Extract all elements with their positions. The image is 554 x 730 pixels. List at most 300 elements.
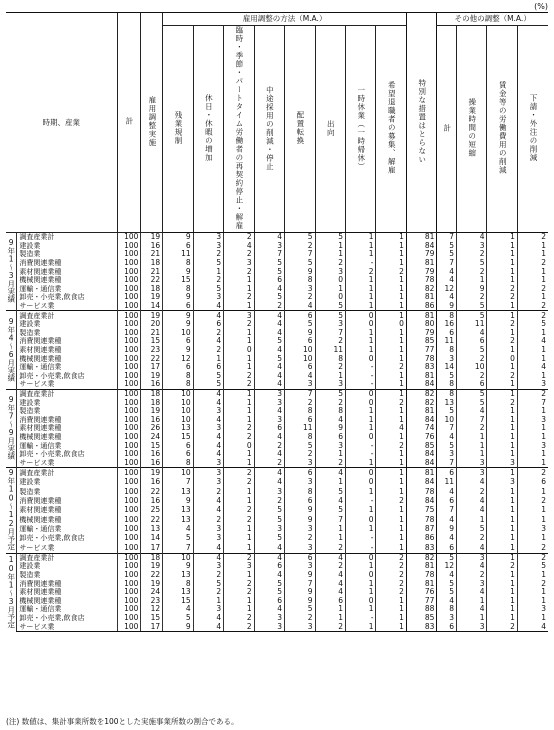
- table-cell: 5: [254, 579, 284, 588]
- table-cell: 2: [376, 441, 406, 450]
- table-cell: 3: [457, 242, 487, 251]
- table-cell: 100: [117, 407, 141, 416]
- table-cell: 77: [406, 346, 436, 355]
- table-cell: 9: [285, 506, 315, 515]
- industry-label: 素材関連業種: [17, 588, 117, 597]
- table-cell: 100: [117, 346, 141, 355]
- table-cell: 1: [376, 487, 406, 496]
- table-cell: 100: [117, 398, 141, 407]
- table-cell: 13: [141, 524, 163, 533]
- table-cell: 1: [517, 276, 548, 285]
- table-cell: 1: [376, 380, 406, 389]
- table-cell: 2: [224, 506, 254, 515]
- table-cell: 100: [117, 622, 141, 631]
- table-cell: 21: [141, 250, 163, 259]
- table-cell: 9: [285, 571, 315, 580]
- table-cell: 3: [285, 543, 315, 553]
- table-cell: 1: [376, 285, 406, 294]
- table-cell: 100: [117, 380, 141, 389]
- table-cell: 6: [437, 329, 457, 338]
- table-cell: 5: [285, 259, 315, 268]
- table-cell: 3: [193, 605, 223, 614]
- table-cell: 2: [315, 543, 345, 553]
- table-cell: 15: [141, 614, 163, 623]
- table-cell: 4: [517, 622, 548, 631]
- table-cell: 2: [376, 267, 406, 276]
- table-cell: 100: [117, 477, 141, 486]
- table-cell: 1: [487, 311, 517, 320]
- table-cell: 1: [487, 579, 517, 588]
- method-header-5: 配置転換: [285, 26, 315, 233]
- table-cell: 0: [487, 354, 517, 363]
- table-cell: 3: [285, 380, 315, 389]
- table-cell: 1: [224, 450, 254, 459]
- table-cell: 19: [141, 579, 163, 588]
- table-row: [6, 233, 548, 242]
- table-cell: 1: [346, 579, 376, 588]
- table-cell: 2: [517, 302, 548, 311]
- table-cell: 100: [117, 415, 141, 424]
- table-cell: 1: [376, 543, 406, 553]
- table-cell: 3: [193, 424, 223, 433]
- table-cell: 10: [457, 363, 487, 372]
- table-cell: 1: [487, 267, 517, 276]
- table-row: [6, 622, 548, 631]
- table-cell: 6: [437, 468, 457, 478]
- table-cell: 1: [487, 346, 517, 355]
- table-cell: 6: [285, 553, 315, 562]
- table-cell: 1: [376, 259, 406, 268]
- table-cell: 2: [193, 346, 223, 355]
- table-cell: 13: [163, 487, 193, 496]
- table-row: [6, 543, 548, 553]
- industry-label: 調査産業計: [17, 389, 117, 398]
- table-cell: 9: [315, 424, 345, 433]
- industry-label: 調査産業計: [17, 553, 117, 562]
- industry-label: サービス業: [17, 380, 117, 389]
- table-cell: 5: [457, 302, 487, 311]
- table-cell: 7: [163, 477, 193, 486]
- table-cell: 1: [315, 605, 345, 614]
- table-cell: 100: [117, 250, 141, 259]
- table-cell: 1: [346, 407, 376, 416]
- table-cell: 8: [437, 389, 457, 398]
- table-cell: 1: [487, 433, 517, 442]
- table-cell: 2: [285, 534, 315, 543]
- table-cell: 10: [163, 398, 193, 407]
- table-cell: 1: [487, 329, 517, 338]
- table-cell: 4: [254, 571, 284, 580]
- table-row: [6, 588, 548, 597]
- table-row: [6, 380, 548, 389]
- table-cell: 1: [224, 329, 254, 338]
- table-cell: 100: [117, 534, 141, 543]
- table-cell: 1: [315, 242, 345, 251]
- table-cell: 5: [437, 553, 457, 562]
- table-cell: 1: [376, 614, 406, 623]
- table-cell: 5: [193, 285, 223, 294]
- table-cell: 5: [437, 407, 457, 416]
- table-cell: 6: [254, 276, 284, 285]
- table-cell: 0: [224, 441, 254, 450]
- table-cell: 2: [285, 450, 315, 459]
- table-cell: 5: [457, 389, 487, 398]
- table-cell: 9: [285, 588, 315, 597]
- table-cell: 5: [285, 605, 315, 614]
- table-cell: 86: [406, 534, 436, 543]
- table-cell: 4: [224, 242, 254, 251]
- table-cell: 1: [487, 250, 517, 259]
- table-cell: 5: [254, 267, 284, 276]
- table-cell: 1: [376, 372, 406, 381]
- table-cell: 85: [406, 441, 436, 450]
- table-cell: 19: [141, 293, 163, 302]
- table-cell: 0: [346, 433, 376, 442]
- table-cell: 5: [254, 354, 284, 363]
- table-cell: 1: [346, 506, 376, 515]
- table-cell: 74: [406, 424, 436, 433]
- table-cell: 10: [285, 346, 315, 355]
- industry-label: 運輸・通信業: [17, 524, 117, 533]
- table-cell: 100: [117, 320, 141, 329]
- table-cell: 100: [117, 496, 141, 505]
- table-cell: 1: [487, 543, 517, 553]
- table-cell: 2: [193, 487, 223, 496]
- table-cell: 84: [406, 458, 436, 467]
- table-cell: 1: [457, 515, 487, 524]
- table-cell: 11: [437, 337, 457, 346]
- table-cell: 81: [406, 259, 436, 268]
- industry-label: 卸売・小売業,飲食店: [17, 450, 117, 459]
- table-cell: 9: [437, 302, 457, 311]
- table-cell: 1: [224, 276, 254, 285]
- table-cell: 3: [285, 458, 315, 467]
- table-cell: 1: [193, 267, 223, 276]
- table-row: [6, 363, 548, 372]
- table-cell: 7: [285, 389, 315, 398]
- table-cell: 3: [517, 524, 548, 533]
- table-cell: 3: [487, 477, 517, 486]
- stub-header: 時期、産業: [6, 13, 117, 233]
- table-row: [6, 524, 548, 533]
- table-cell: 4: [193, 441, 223, 450]
- table-cell: 8: [437, 311, 457, 320]
- table-cell: 5: [315, 233, 345, 242]
- table-cell: 4: [315, 468, 345, 478]
- table-cell: 3: [285, 285, 315, 294]
- table-row: [6, 293, 548, 302]
- table-cell: 100: [117, 302, 141, 311]
- table-cell: 5: [254, 534, 284, 543]
- table-cell: 5: [163, 614, 193, 623]
- method-header-8: 希望退職者の募集、解雇: [376, 26, 406, 233]
- table-cell: 85: [406, 614, 436, 623]
- table-cell: 2: [224, 293, 254, 302]
- table-cell: 2: [517, 543, 548, 553]
- table-cell: 78: [406, 276, 436, 285]
- table-cell: 6: [437, 543, 457, 553]
- table-cell: 79: [406, 267, 436, 276]
- table-cell: 7: [315, 329, 345, 338]
- industry-label: 素材関連業種: [17, 506, 117, 515]
- table-cell: 16: [437, 320, 457, 329]
- table-cell: 5: [254, 515, 284, 524]
- table-cell: 5: [193, 372, 223, 381]
- table-cell: 5: [315, 506, 345, 515]
- table-cell: 6: [285, 363, 315, 372]
- table-cell: 100: [117, 389, 141, 398]
- table-cell: 6: [285, 311, 315, 320]
- table-cell: 3: [437, 354, 457, 363]
- table-cell: 3: [254, 242, 284, 251]
- table-cell: 2: [487, 285, 517, 294]
- table-cell: 5: [437, 588, 457, 597]
- table-cell: 4: [193, 553, 223, 562]
- table-row: [6, 614, 548, 623]
- table-cell: 1: [487, 363, 517, 372]
- table-cell: 17: [141, 543, 163, 553]
- table-cell: 1: [346, 487, 376, 496]
- table-cell: 1: [376, 450, 406, 459]
- table-cell: 5: [457, 524, 487, 533]
- table-cell: 5: [163, 534, 193, 543]
- table-cell: 19: [141, 468, 163, 478]
- table-cell: 1: [376, 506, 406, 515]
- table-cell: 1: [376, 354, 406, 363]
- table-cell: 19: [141, 407, 163, 416]
- table-cell: 100: [117, 424, 141, 433]
- table-cell: 1: [376, 515, 406, 524]
- table-cell: 3: [517, 380, 548, 389]
- table-row: [6, 354, 548, 363]
- table-cell: 83: [406, 363, 436, 372]
- table-cell: 100: [117, 571, 141, 580]
- table-cell: 3: [193, 293, 223, 302]
- table-cell: 100: [117, 553, 141, 562]
- table-cell: 4: [193, 506, 223, 515]
- table-cell: 2: [193, 276, 223, 285]
- table-cell: 2: [315, 562, 345, 571]
- table-cell: 6: [285, 496, 315, 505]
- table-cell: 1: [517, 293, 548, 302]
- table-cell: 1: [224, 534, 254, 543]
- table-cell: 4: [457, 605, 487, 614]
- table-cell: 1: [487, 506, 517, 515]
- table-cell: 1: [517, 250, 548, 259]
- method-header-2: 休日・休暇の増加: [193, 26, 223, 233]
- table-cell: 1: [487, 487, 517, 496]
- table-cell: 4: [254, 380, 284, 389]
- table-row: [6, 468, 548, 478]
- table-cell: 1: [487, 450, 517, 459]
- table-cell: 4: [376, 424, 406, 433]
- table-cell: 1: [487, 597, 517, 606]
- table-cell: 1: [517, 588, 548, 597]
- table-cell: 100: [117, 597, 141, 606]
- table-cell: 7: [437, 424, 457, 433]
- table-cell: 4: [193, 496, 223, 505]
- table-row: [6, 242, 548, 251]
- table-cell: 84: [406, 415, 436, 424]
- table-cell: 4: [254, 433, 284, 442]
- table-cell: 1: [346, 458, 376, 467]
- table-cell: 11: [315, 346, 345, 355]
- other-group-header: その他の調整（M.A.）: [437, 13, 548, 26]
- table-cell: 3: [254, 487, 284, 496]
- table-cell: 3: [285, 524, 315, 533]
- table-cell: 6: [285, 415, 315, 424]
- table-row: [6, 337, 548, 346]
- table-cell: 5: [254, 588, 284, 597]
- table-cell: 24: [141, 433, 163, 442]
- table-cell: 82: [406, 553, 436, 562]
- table-cell: 7: [437, 233, 457, 242]
- table-cell: 100: [117, 579, 141, 588]
- period-label: 10年1〜3月予定: [6, 553, 17, 631]
- table-cell: 2: [457, 267, 487, 276]
- table-cell: 4: [254, 320, 284, 329]
- table-cell: 4: [254, 311, 284, 320]
- industry-label: 運輸・通信業: [17, 441, 117, 450]
- table-cell: 16: [141, 496, 163, 505]
- table-cell: 1: [487, 233, 517, 242]
- table-row: [6, 579, 548, 588]
- table-cell: 2: [254, 302, 284, 311]
- table-cell: 2: [315, 363, 345, 372]
- table-row: [6, 487, 548, 496]
- table-cell: 6: [437, 496, 457, 505]
- table-cell: 24: [141, 588, 163, 597]
- table-cell: 3: [285, 477, 315, 486]
- table-cell: 2: [517, 389, 548, 398]
- table-cell: 1: [376, 337, 406, 346]
- table-cell: 1: [346, 415, 376, 424]
- table-cell: 1: [487, 534, 517, 543]
- table-cell: 84: [406, 450, 436, 459]
- table-row: [6, 311, 548, 320]
- table-cell: 1: [346, 337, 376, 346]
- other-header-2: 賃金等の労働費用の削減: [487, 26, 517, 233]
- table-cell: 2: [517, 553, 548, 562]
- table-cell: 3: [437, 450, 457, 459]
- table-row: [6, 267, 548, 276]
- table-cell: 6: [285, 468, 315, 478]
- table-cell: 2: [193, 571, 223, 580]
- table-cell: 1: [224, 496, 254, 505]
- table-cell: 100: [117, 311, 141, 320]
- table-cell: 10: [163, 415, 193, 424]
- table-cell: 1: [457, 276, 487, 285]
- table-cell: 1: [487, 276, 517, 285]
- table-cell: 82: [406, 389, 436, 398]
- table-cell: 6: [254, 597, 284, 606]
- table-cell: 100: [117, 259, 141, 268]
- table-cell: 100: [117, 506, 141, 515]
- table-cell: 1: [487, 242, 517, 251]
- table-cell: 1: [315, 534, 345, 543]
- table-cell: 8: [315, 407, 345, 416]
- table-cell: 3: [193, 477, 223, 486]
- table-cell: 11: [285, 424, 315, 433]
- table-cell: 100: [117, 458, 141, 467]
- table-cell: 5: [315, 311, 345, 320]
- table-cell: 0: [346, 477, 376, 486]
- table-cell: 14: [437, 363, 457, 372]
- table-cell: 1: [517, 515, 548, 524]
- table-row: [6, 389, 548, 398]
- table-cell: 2: [315, 259, 345, 268]
- table-cell: 5: [437, 372, 457, 381]
- table-cell: 9: [285, 515, 315, 524]
- table-cell: 79: [406, 329, 436, 338]
- table-cell: 4: [437, 293, 457, 302]
- table-cell: 5: [315, 302, 345, 311]
- table-cell: 0: [315, 276, 345, 285]
- industry-label: サービス業: [17, 622, 117, 631]
- table-cell: 1: [517, 424, 548, 433]
- table-cell: 6: [163, 441, 193, 450]
- table-cell: 1: [224, 407, 254, 416]
- table-cell: 9: [437, 524, 457, 533]
- table-cell: 5: [437, 242, 457, 251]
- table-cell: 2: [517, 496, 548, 505]
- table-cell: 1: [376, 329, 406, 338]
- industry-label: 素材関連業種: [17, 267, 117, 276]
- table-cell: 0: [224, 346, 254, 355]
- table-cell: 3: [224, 562, 254, 571]
- table-cell: 5: [437, 250, 457, 259]
- table-cell: 2: [487, 622, 517, 631]
- table-cell: 10: [163, 407, 193, 416]
- table-cell: 100: [117, 562, 141, 571]
- table-cell: 2: [224, 553, 254, 562]
- table-cell: 84: [406, 477, 436, 486]
- table-cell: 9: [163, 311, 193, 320]
- table-cell: 16: [141, 415, 163, 424]
- table-cell: 1: [517, 458, 548, 467]
- table-cell: 1: [376, 346, 406, 355]
- table-cell: 22: [141, 354, 163, 363]
- table-cell: 3: [457, 622, 487, 631]
- table-row: [6, 346, 548, 355]
- table-cell: 1: [487, 614, 517, 623]
- table-row: [6, 441, 548, 450]
- table-cell: 80: [406, 320, 436, 329]
- table-cell: 1: [487, 407, 517, 416]
- table-cell: 2: [224, 622, 254, 631]
- table-cell: 1: [517, 614, 548, 623]
- table-cell: 1: [487, 415, 517, 424]
- table-cell: 2: [457, 354, 487, 363]
- table-cell: 4: [254, 329, 284, 338]
- table-cell: 1: [346, 346, 376, 355]
- table-cell: 3: [517, 605, 548, 614]
- table-cell: 9: [285, 329, 315, 338]
- table-cell: 6: [254, 424, 284, 433]
- table-cell: 7: [315, 515, 345, 524]
- special-header: 特別な措置はとらない: [406, 13, 436, 233]
- table-cell: 2: [457, 487, 487, 496]
- table-cell: 7: [457, 415, 487, 424]
- table-cell: 12: [437, 285, 457, 294]
- table-cell: 4: [457, 562, 487, 571]
- table-cell: 3: [457, 579, 487, 588]
- table-cell: 78: [406, 487, 436, 496]
- table-cell: 100: [117, 524, 141, 533]
- table-cell: 6: [285, 337, 315, 346]
- table-cell: 1: [224, 605, 254, 614]
- table-cell: 4: [193, 398, 223, 407]
